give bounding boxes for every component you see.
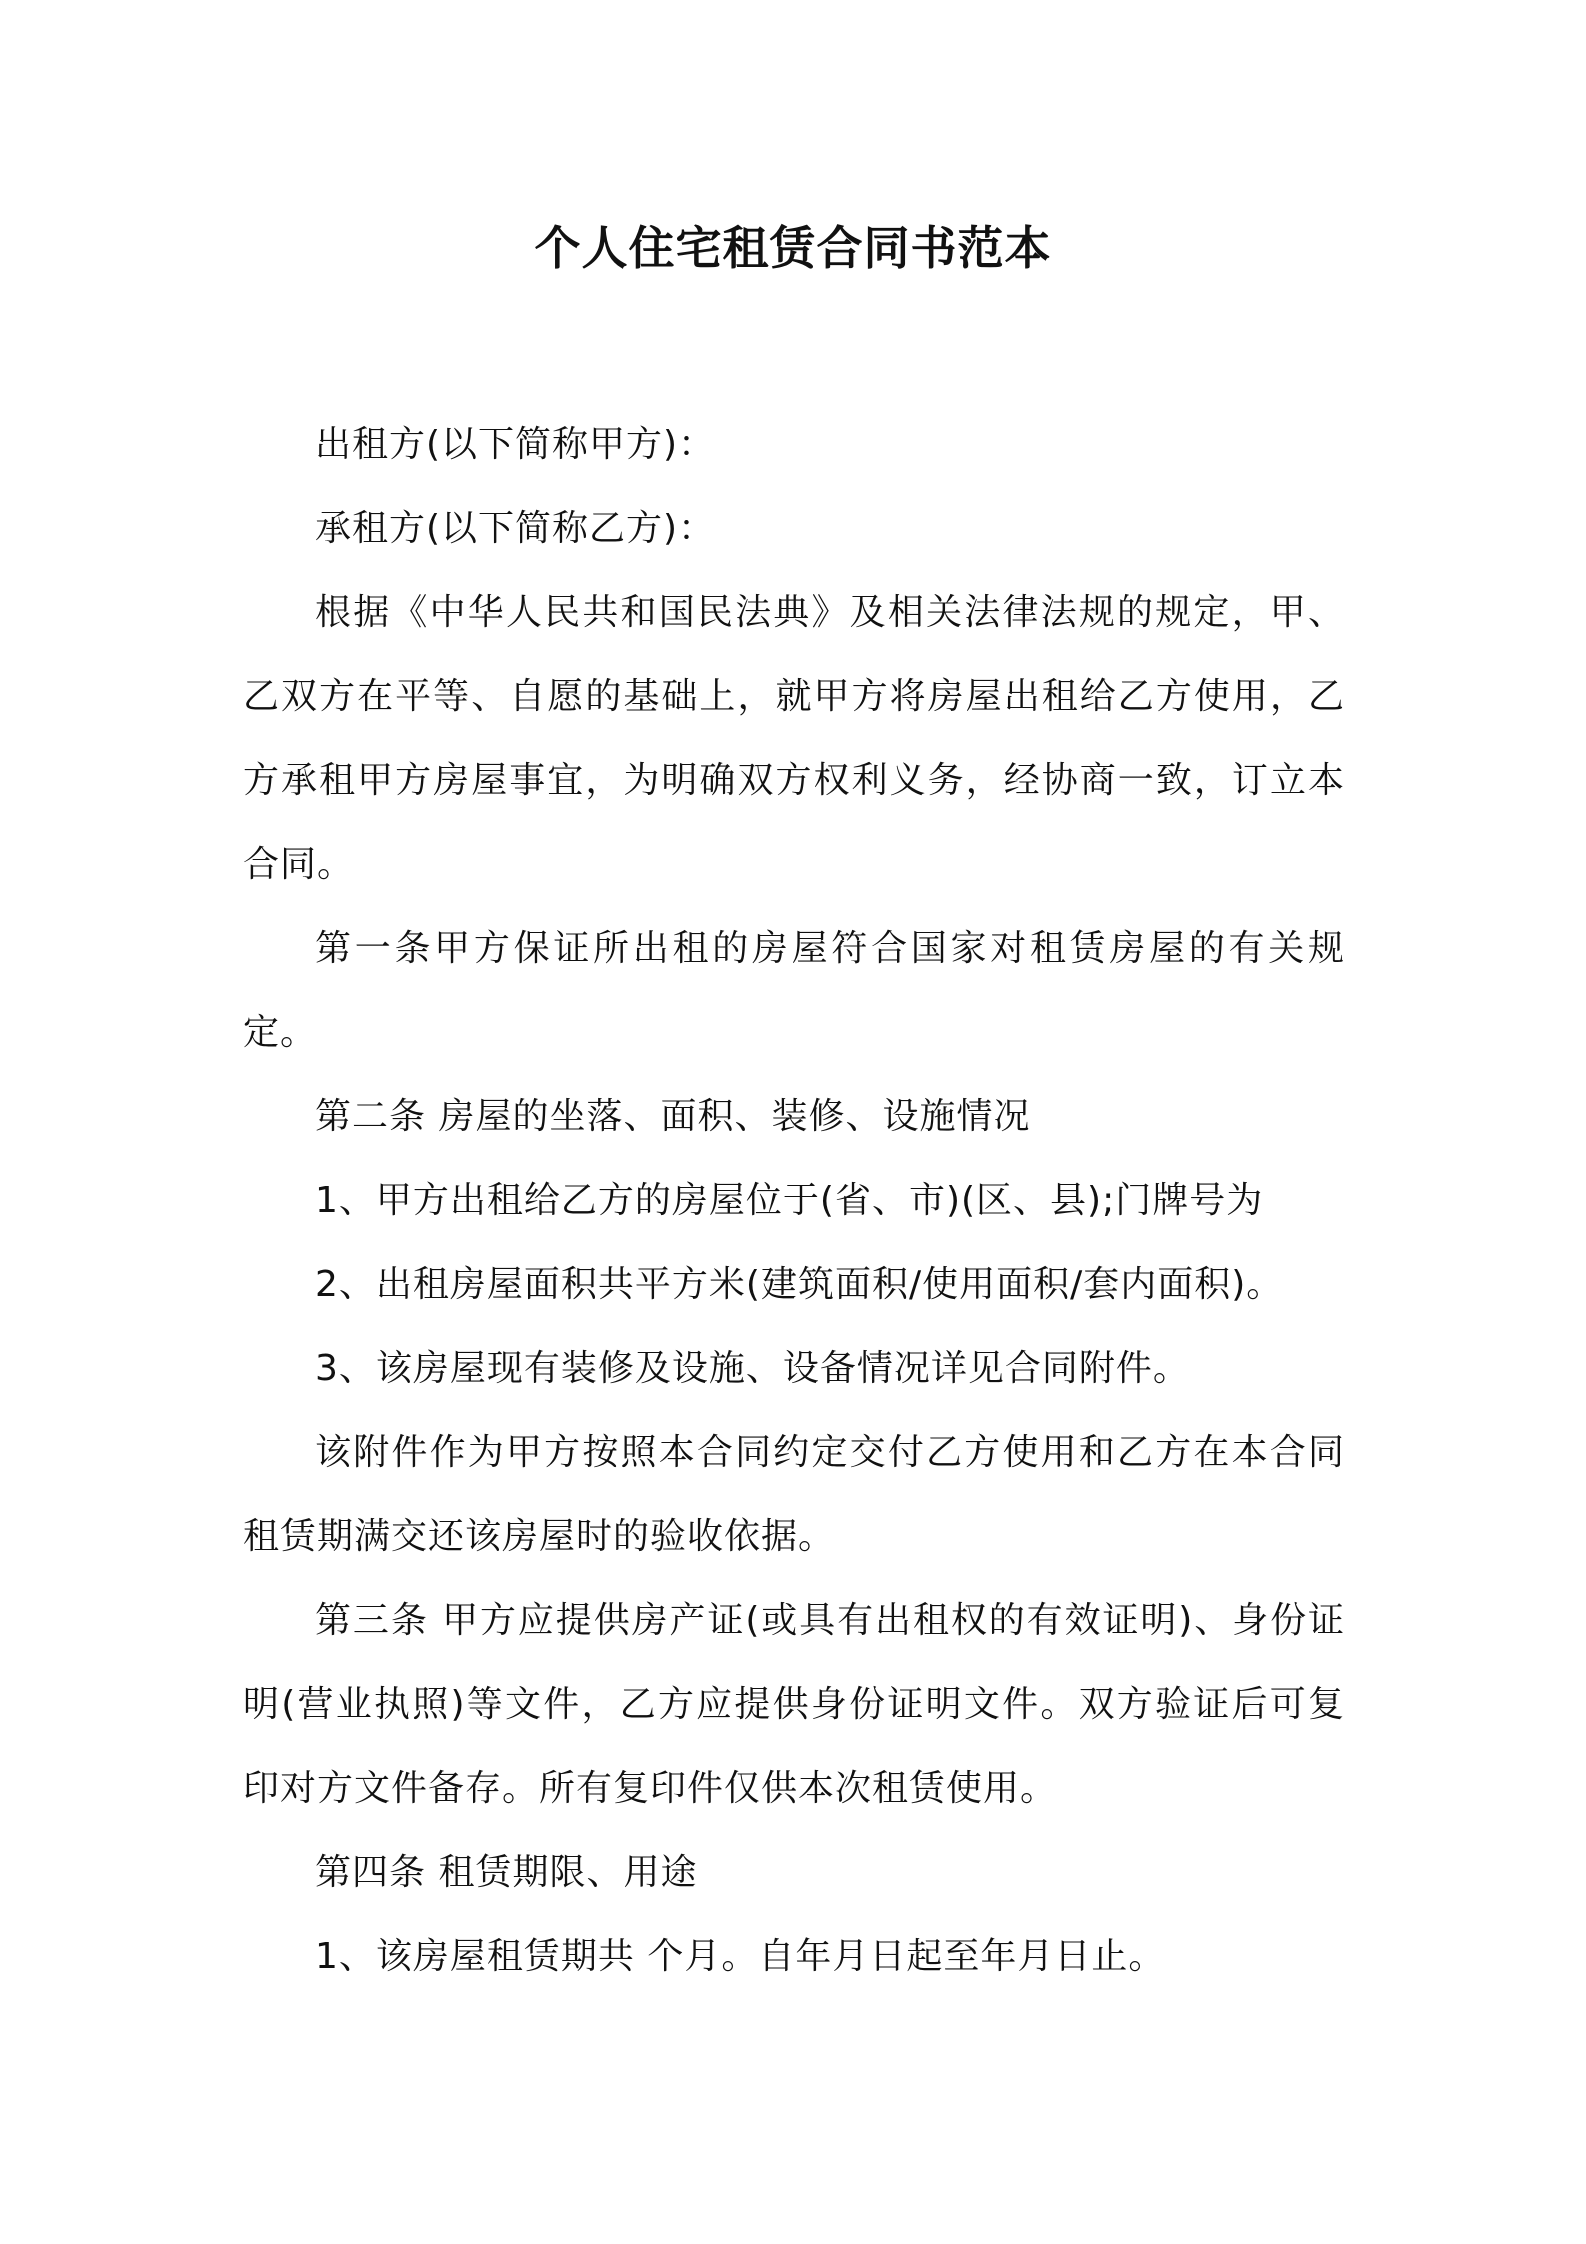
lessor-line: 出租方(以下简称甲方)：: [315, 424, 716, 465]
article-4-item-1: 1、该房屋租赁期共 个月。自年月日起至年月日止。: [315, 1936, 1166, 1977]
article-2-item-3: 3、该房屋现有装修及设施、设备情况详见合同附件。: [315, 1348, 1190, 1389]
document-title: 个人住宅租赁合同书范本: [534, 221, 1052, 275]
article-2-item-1: 1、甲方出租给乙方的房屋位于(省、市)(区、县);门牌号为: [315, 1180, 1264, 1221]
lessee-line: 承租方(以下简称乙方)：: [315, 508, 716, 549]
article-2-heading: 第二条 房屋的坐落、面积、装修、设施情况: [315, 1096, 1031, 1137]
document-body: [243, 403, 1345, 1999]
attachment-paragraph: 该附件作为甲方按照本合同约定交付乙方使用和乙方在本合同租赁期满交还该房屋时的验收依据。: [243, 1432, 1345, 1557]
article-1-paragraph: 第一条甲方保证所出租的房屋符合国家对租赁房屋的有关规定。: [243, 928, 1345, 1053]
article-2-item-2: 2、出租房屋面积共平方米(建筑面积/使用面积/套内面积)。: [315, 1264, 1284, 1305]
article-4-heading: 第四条 租赁期限、用途: [315, 1852, 698, 1893]
preamble-paragraph: 根据《中华人民共和国民法典》及相关法律法规的规定，甲、乙双方在平等、自愿的基础上，就甲方将房屋出租给乙方使用，乙方承租甲方房屋事宜，为明确双方权利义务，经协商一致，订立本合同。: [243, 592, 1345, 885]
article-3-paragraph: 第三条 甲方应提供房产证(或具有出租权的有效证明)、身份证明(营业执照)等文件，乙方应提供身份证明文件。双方验证后可复印对方文件备存。所有复印件仅供本次租赁使用。: [243, 1600, 1345, 1809]
